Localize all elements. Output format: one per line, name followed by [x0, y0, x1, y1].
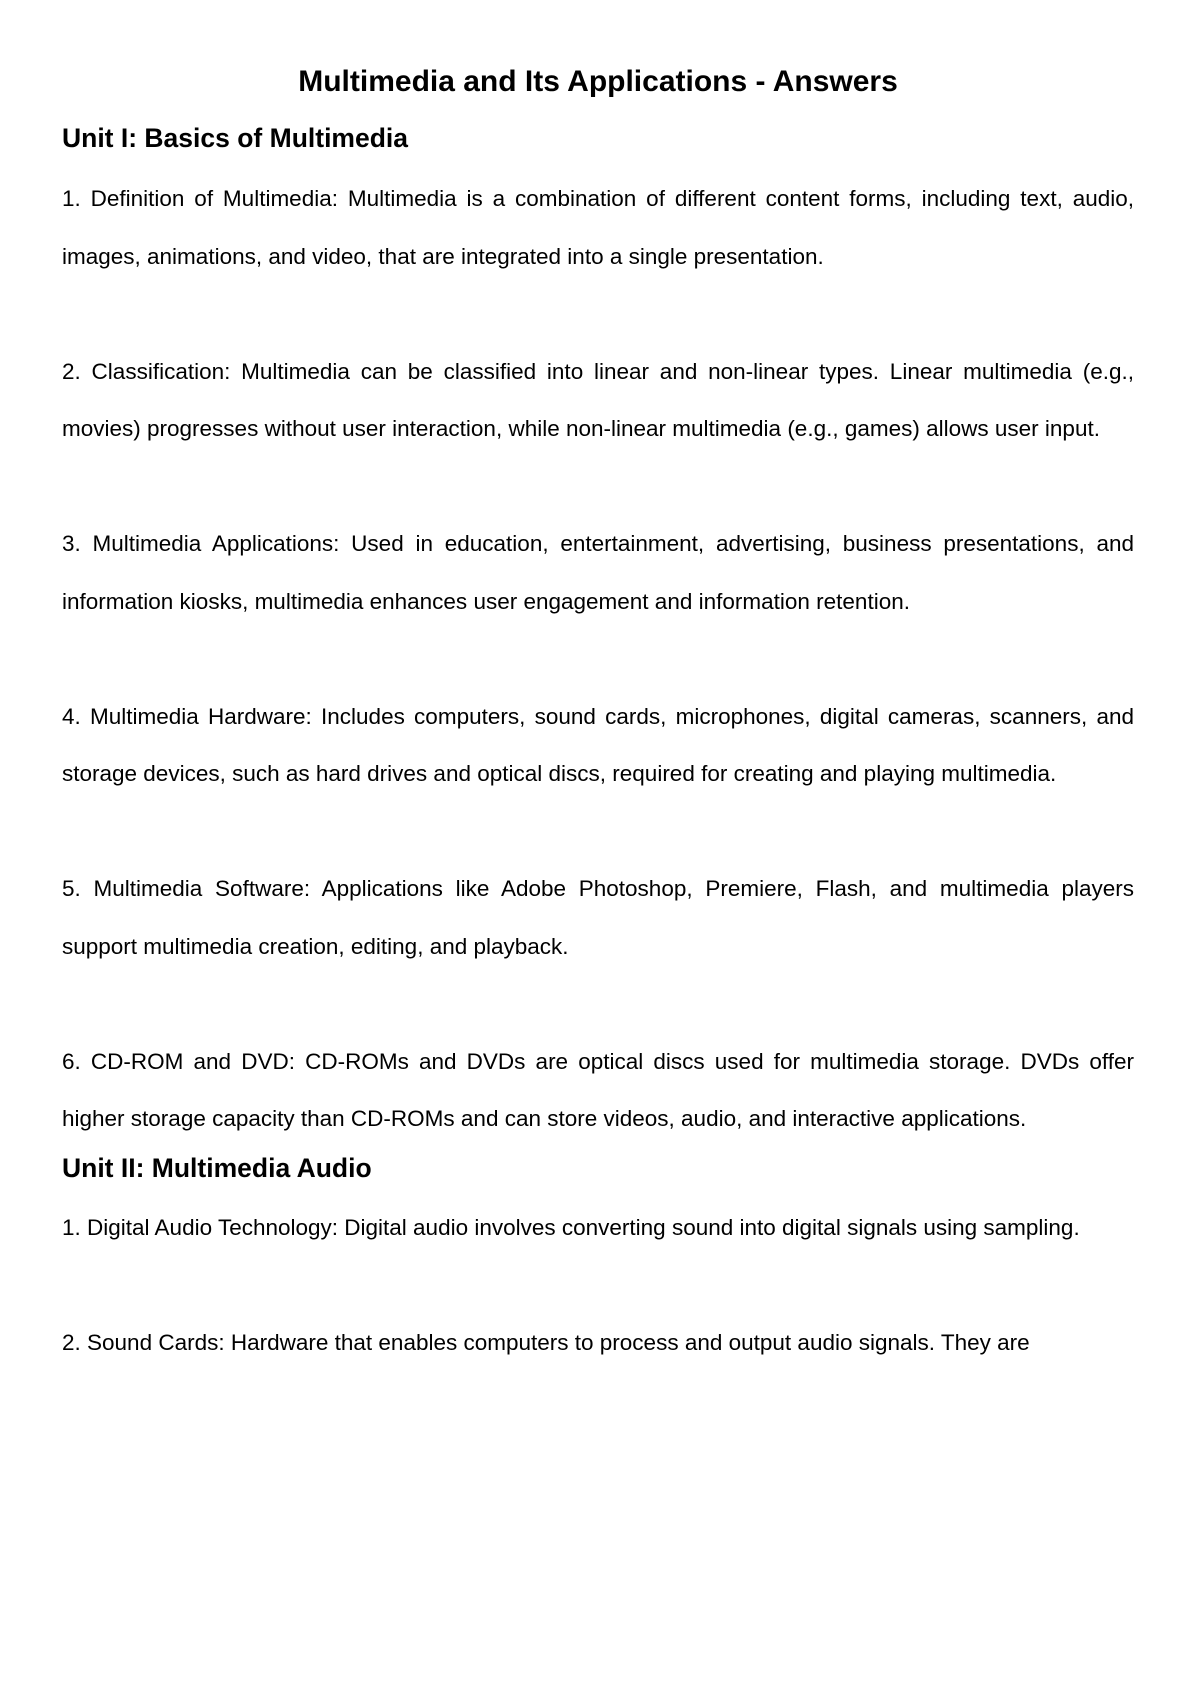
- answer-item: 2. Classification: Multimedia can be classified into linear and non-linear types. Linear multimedia (e.g., movies) progresses without user interaction, while non-linear multimedia (e.g., games) allows user input.: [62, 358, 1134, 441]
- answer-item: 5. Multimedia Software: Applications like Adobe Photoshop, Premiere, Flash, and multimedia players support multimedia creation, editing, and playback.: [62, 876, 1134, 959]
- unit-2-answer-list: [62, 1199, 1134, 1372]
- unit-1-answer-list: [62, 170, 1134, 1148]
- answer-item: 3. Multimedia Applications: Used in education, entertainment, advertising, business presentations, and information kiosks, multimedia enhances user engagement and information retention.: [62, 531, 1134, 614]
- answer-item: 6. CD-ROM and DVD: CD-ROMs and DVDs are optical discs used for multimedia storage. DVDs offer higher storage capacity than CD-ROMs and can store videos, audio, and interactive applications.: [62, 1048, 1134, 1131]
- answer-item: 2. Sound Cards: Hardware that enables computers to process and output audio signals. They are: [62, 1329, 1030, 1355]
- unit-heading-audio: Unit II: Multimedia Audio: [62, 1152, 372, 1183]
- answer-item: 1. Digital Audio Technology: Digital audio involves converting sound into digital signals using sampling.: [62, 1214, 1080, 1240]
- unit-heading-basics: Unit I: Basics of Multimedia: [62, 123, 409, 153]
- document-title: Multimedia and Its Applications - Answers: [298, 65, 898, 98]
- answer-item: 1. Definition of Multimedia: Multimedia is a combination of different content forms, including text, audio, images, animations, and video, that are integrated into a single presentation.: [62, 186, 1134, 269]
- answer-item: 4. Multimedia Hardware: Includes computers, sound cards, microphones, digital cameras, scanners, and storage devices, such as hard drives and optical discs, required for creating and playing multimedia.: [62, 703, 1134, 786]
